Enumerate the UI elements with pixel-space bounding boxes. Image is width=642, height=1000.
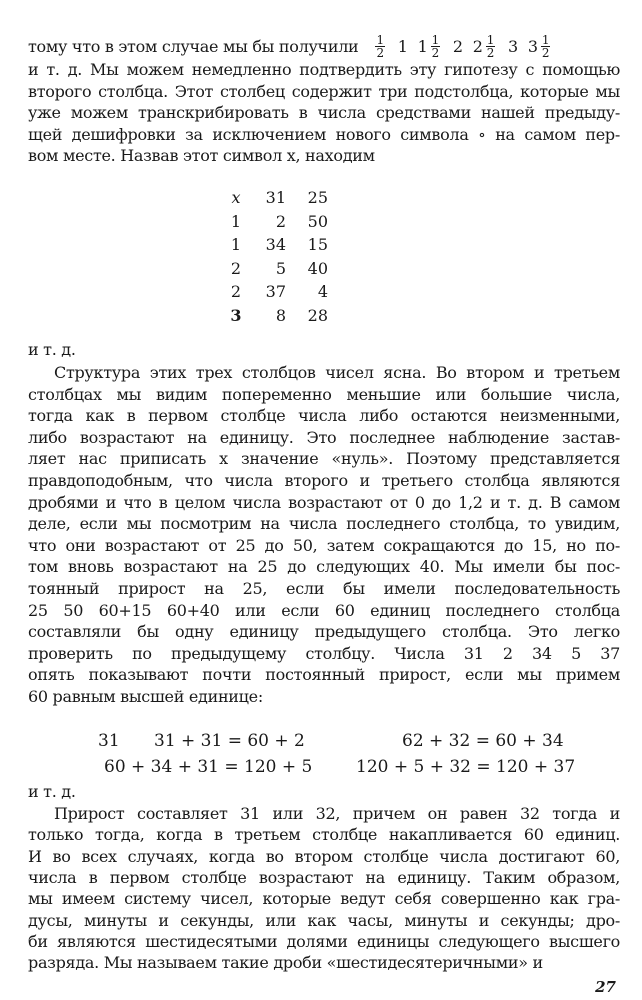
text-line: мы имеем систему чисел, которые ведут себя совершенно как гра- (28, 889, 620, 909)
series-whole: 2 (472, 36, 483, 56)
text-line: уже можем транскрибировать в числа средствами нашей предыду- (28, 103, 620, 123)
fraction (541, 34, 550, 59)
text-line: вом месте. Назвав этот символ x, находим (28, 146, 375, 166)
series-whole: 1 (417, 36, 428, 56)
table-cell: 8 (275, 305, 286, 325)
text-line: дусы, минуты и секунды, или как часы, минуты и секунды; дро- (28, 910, 620, 930)
table-row (226, 280, 328, 304)
number-table (226, 186, 328, 327)
series-item (528, 34, 553, 59)
text-line: числа в первом столбце возрастают на единицу. Таким образом, (28, 867, 620, 887)
fraction-numerator: 1 (431, 33, 439, 47)
fraction-denominator: 2 (486, 46, 495, 60)
text-line: составляли бы одну единицу предыдущего столбца. Это легко (28, 622, 620, 642)
series-item (398, 34, 408, 59)
text-line: столбцах мы видим попеременно меньшие или большие числа, (28, 384, 620, 404)
series-whole: 3 (527, 36, 538, 56)
series-whole: 3 (508, 36, 518, 56)
series-item (372, 34, 387, 59)
text-line: и т. д. Мы можем немедленно подтвердить эту гипотезу с помощью (28, 60, 620, 79)
text-line: дробями и что в целом числа возрастают от 0 до 1,2 и т. д. В самом (28, 492, 620, 512)
fraction-denominator: 2 (541, 46, 550, 60)
text-line: щей дешифровки за исключением нового символа ∘ на самом пер- (28, 124, 620, 144)
equation: 62 + 32 = 60 + 34 (402, 731, 564, 751)
table-cell: 40 (307, 258, 328, 278)
text-line: Структура этих трех столбцов чисел ясна. Во втором и третьем (54, 363, 620, 382)
fraction-numerator: 1 (541, 33, 550, 47)
table-row (226, 186, 328, 210)
table-row (226, 210, 328, 234)
table-cell: 37 (265, 282, 286, 302)
text-line: разряда. Мы называем такие дроби «шестидесятеричными» и (28, 953, 543, 973)
text-line: 60 равным высшей единице: (28, 687, 263, 706)
table-cell: 25 (307, 188, 328, 208)
etc-text: и т. д. (28, 340, 76, 359)
table-cell: 5 (275, 258, 286, 278)
series-item (508, 34, 518, 59)
fraction-numerator: 1 (376, 33, 384, 47)
fraction (486, 34, 495, 59)
text-line: что они возрастают от 25 до 50, затем сокращаются до 15, но по- (28, 535, 620, 555)
equation: 31 (98, 731, 120, 751)
text-line: тогда как в первом столбце числа либо остаются неизменными, (28, 406, 620, 426)
equation: 120 + 5 + 32 = 120 + 37 (356, 757, 576, 777)
table-cell: 34 (265, 235, 286, 255)
text-line: ляет нас приписать x значение «нуль». Поэтому представляется (28, 449, 620, 469)
text-line: только тогда, когда в третьем столбце накапливается 60 единиц. (28, 825, 620, 845)
series-whole: 1 (397, 36, 408, 56)
text-line: правдоподобным, что числа второго и третьего столбца являются (28, 471, 620, 490)
table-row (226, 304, 328, 328)
table-cell: 50 (307, 211, 328, 231)
series-item (418, 34, 443, 59)
table-cell: 3 (230, 305, 242, 325)
series-item (473, 34, 498, 59)
text-line: второго столбца. Этот столбец содержит три подстолбца, которые мы (28, 81, 620, 101)
table-cell: 1 (230, 235, 242, 255)
fraction-series (362, 34, 553, 59)
table-cell: 31 (265, 188, 286, 208)
table-cell: 2 (230, 282, 242, 302)
table-row (226, 257, 328, 281)
table-cell: 4 (317, 282, 328, 302)
table-cell: 28 (307, 305, 328, 325)
intro-text: тому что в этом случае мы бы получили (28, 36, 359, 56)
fraction-numerator: 1 (486, 33, 495, 47)
table-row (226, 233, 328, 257)
series-whole: 2 (452, 36, 463, 56)
text-line: либо возрастают на единицу. Это последнее наблюдение застав- (28, 427, 620, 447)
equation: 31 + 31 = 60 + 2 (154, 731, 305, 751)
intro-line (28, 34, 620, 59)
table-cell: 15 (307, 235, 328, 255)
fraction-denominator: 2 (431, 46, 439, 60)
text-line: тоянный прирост на 25, если бы имели последовательность (28, 579, 620, 598)
table-cell: 2 (230, 258, 242, 278)
text-line: том вновь возрастают на 25 до следующих 40. Мы имели бы пос- (28, 557, 620, 577)
table-cell: 1 (230, 211, 242, 231)
table-cell: x (231, 188, 241, 208)
text-line: опять показывают почти постоянный прирост, если мы примем (28, 665, 620, 685)
fraction (431, 34, 440, 59)
table-cell: 2 (275, 211, 286, 231)
text-line: 25 50 60+15 60+40 или если 60 единиц последнего столбца (28, 600, 620, 620)
series-item (453, 34, 463, 59)
text-line: И во всех случаях, когда во втором столбце числа достигают 60, (28, 846, 620, 866)
text-line: деле, если мы посмотрим на числа последнего столбца, то увидим, (28, 514, 620, 534)
etc-text: и т. д. (28, 782, 76, 801)
text-line: Прирост составляет 31 или 32, причем он равен 32 тогда и (54, 804, 620, 823)
text-line: проверить по предыдущему столбцу. Числа 31 2 34 5 37 (28, 643, 620, 663)
text-line: би являются шестидесятыми долями единицы следующего высшего (28, 931, 620, 951)
page-number: 27 (595, 978, 616, 996)
fraction-denominator: 2 (376, 46, 384, 60)
fraction (375, 34, 384, 59)
equation: 60 + 34 + 31 = 120 + 5 (104, 757, 313, 777)
